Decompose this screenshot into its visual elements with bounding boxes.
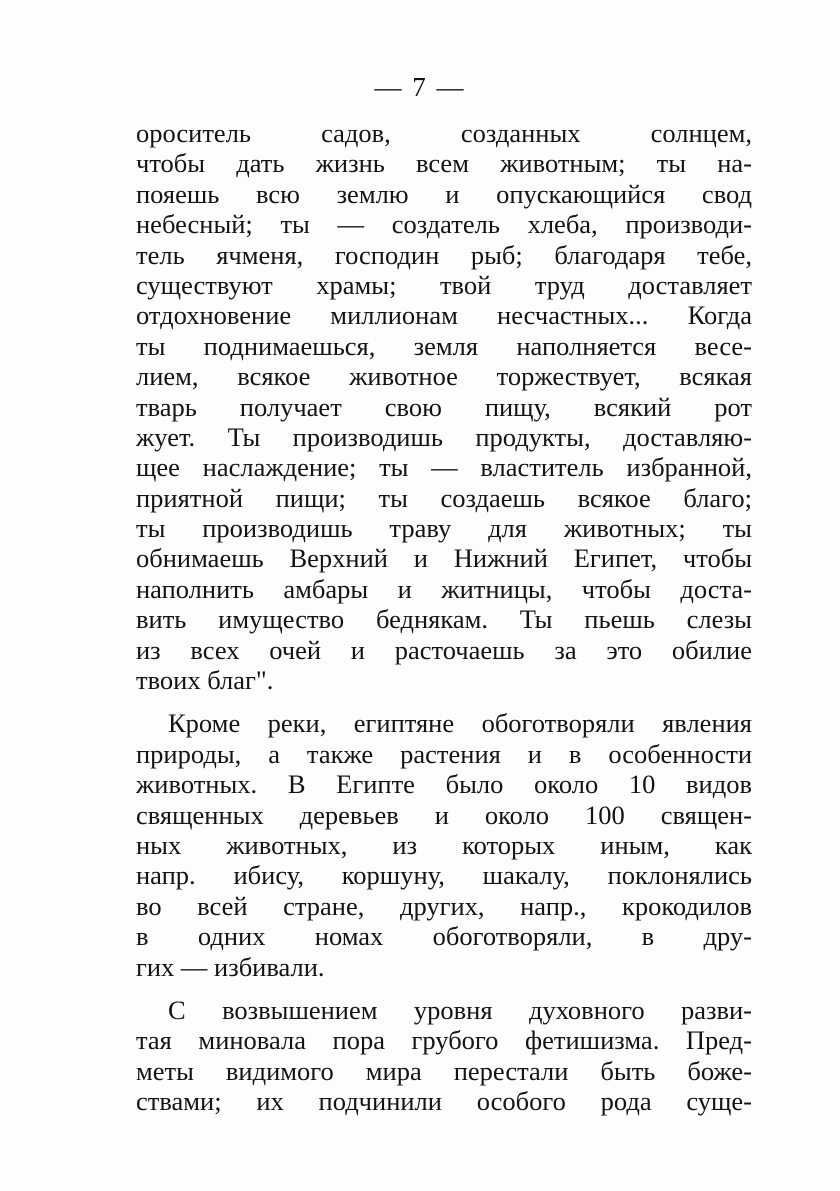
paragraph-gap [136,695,752,708]
text-line: в одних номах обоготворяли, в дру- [136,921,752,952]
text-line: тель ячменя, господин рыб; благодаря тебе, [136,239,752,270]
paragraph [136,995,752,1117]
text-line: щее наслаждение; ты — властитель избранной, [136,452,752,483]
text-line: ных животных, из которых иным, как [136,829,752,860]
text-line: жует. Ты производишь продукты, доставляю- [136,421,752,452]
text-line: ты поднимаешься, земля наполняется весе- [136,330,752,361]
text-line: ты производишь траву для животных; ты [136,513,752,544]
text-line: твоих благ". [136,665,274,696]
text-line: ороситель садов, созданных солнцем, [136,118,752,148]
text-line: пояешь всю землю и опускающийся свод [136,178,752,209]
text-line: С возвышением уровня духовного разви- [168,994,752,1025]
text-line: тварь получает свою пищу, всякий рот [136,391,752,422]
text-line: меты видимого мира перестали быть боже- [136,1055,752,1086]
text-line: отдохновение миллионам несчастных... Когда [136,300,752,331]
paragraph [136,708,752,982]
text-line: животных. В Египте было около 10 видов [136,769,752,800]
paragraph-gap [136,982,752,995]
text-line: тая миновала пора грубого фетишизма. Пред- [136,1025,752,1056]
paragraph [136,118,752,695]
text-line: во всей стране, других, напр., крокодилов [136,890,752,921]
text-line: гих — избивали. [136,951,325,982]
text-line: ствами; их подчинили особого рода суще- [136,1086,752,1117]
text-line: из всех очей и расточаешь за это обилие [136,634,752,665]
page-number: — 7 — [374,72,466,102]
text-line: существуют храмы; твой труд доставляет [136,269,752,300]
text-line: наполнить амбары и житницы, чтобы доста- [136,573,752,604]
text-line: чтобы дать жизнь всем животным; ты на- [136,148,752,179]
text-line: обнимаешь Верхний и Нижний Египет, чтобы [136,543,752,574]
text-line: вить имущество беднякам. Ты пьешь слезы [136,604,752,635]
text-line: приятной пищи; ты создаешь всякое благо; [136,482,752,513]
body-text [136,118,752,1117]
text-line: небесный; ты — создатель хлеба, производи- [136,209,752,240]
text-line: Кроме реки, египтяне обоготворяли явления [168,708,752,739]
text-line: природы, а также растения и в особенности [136,738,752,769]
text-line: священных деревьев и около 100 священ- [136,799,752,830]
text-line: лием, всякое животное торжествует, всякая [136,361,752,392]
text-line: напр. ибису, коршуну, шакалу, поклонялись [136,860,752,891]
